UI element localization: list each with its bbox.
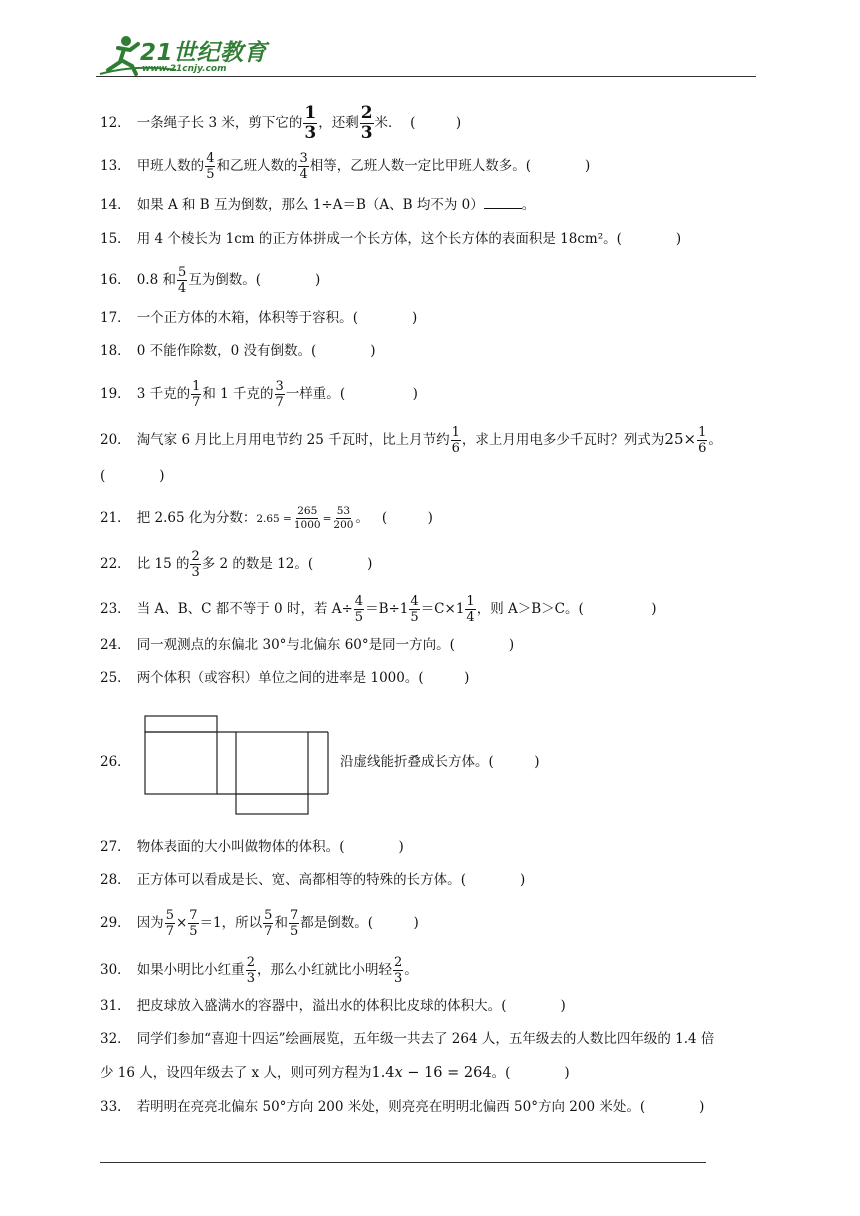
question-text: 一条绳子长 3 米，剪下它的: [136, 115, 303, 131]
question-29: 29． 因为 $\frac{5}{7}$ × $\frac{7}{5}$ ＝1，所以 $\frac{5}{7}$ 和 $\frac{7}{5}$ 都是倒数。( ): [100, 908, 419, 939]
fraction: $\frac{1}{3}$: [304, 103, 317, 143]
fraction: $\frac{4}{5}$: [410, 594, 419, 625]
question-30: 30． 如果小明比小红重 $\frac{2}{3}$ ，那么小红就比小明轻 $\frac{2}{3}$ 。: [100, 955, 418, 986]
question-17: 17． 一个正方体的木箱，体积等于容积。( ): [100, 310, 418, 326]
answer-parens[interactable]: ( ): [578, 601, 657, 617]
question-27: 27． 物体表面的大小叫做物体的体积。( ): [100, 839, 404, 855]
answer-parens[interactable]: ( ): [616, 231, 682, 247]
question-24: 24． 同一观测点的东偏北 30°与北偏东 60°是同一方向。( ): [100, 637, 515, 653]
fraction: $\frac{1}{4}$: [466, 594, 475, 625]
answer-parens[interactable]: ( ): [501, 998, 566, 1014]
question-16: 16． 0.8 和 $\frac{5}{4}$ 互为倒数。( ): [100, 265, 321, 296]
cuboid-net-figure: [138, 710, 334, 816]
logo-title: 21世纪教育: [140, 40, 268, 66]
question-14: 14． 如果 A 和 B 互为倒数，那么 1÷A＝B（A、B 均不为 0） 。: [100, 197, 536, 213]
answer-parens[interactable]: ( ): [488, 754, 540, 770]
question-20: 20． 淘气家 6 月比上月用电节约 25 千瓦时，比上月节约 $\frac{1}{6}$ ，求上月用电多少千瓦时？列式为25× $\frac{1}{6}$ 。: [100, 425, 722, 456]
fraction: $\frac{2}{3}$: [393, 955, 403, 986]
fraction: $\frac{4}{5}$: [354, 594, 364, 625]
fraction: $\frac{1}{7}$: [192, 379, 201, 410]
fraction: $\frac{2}{3}$: [360, 103, 373, 143]
question-26: 沿虚线能折叠成长方体。( ): [340, 754, 540, 770]
answer-parens[interactable]: ( ): [410, 115, 462, 131]
question-21: 21． 把 2.65 化为分数：2.65 = $\frac{265}{1000}$ = $\frac{53}{200}$ 。 ( ): [100, 505, 433, 531]
answer-parens[interactable]: ( ): [418, 670, 470, 686]
fraction: $\frac{2}{3}$: [246, 955, 255, 986]
question-15: 15． 用 4 个棱长为 1cm 的正方体拼成一个长方体，这个长方体的表面积是 18cm²。( ): [100, 231, 682, 247]
answer-parens[interactable]: ( ): [525, 158, 591, 174]
fraction: $\frac{265}{1000}$: [293, 505, 321, 531]
header-rule: [96, 76, 756, 77]
question-32: 32． 同学们参加“喜迎十四运”绘画展览，五年级一共去了 264 人，五年级去的人数比四年级的 1.4 倍: [100, 1031, 715, 1047]
question-23: 23． 当 A、B、C 都不等于 0 时，若 A÷ $\frac{4}{5}$ ＝B÷1 $\frac{4}{5}$ ＝C×1 $\frac{1}{4}$ ，则 A＞B＞C。( ): [100, 594, 657, 625]
answer-parens[interactable]: ( ): [100, 468, 165, 484]
fraction: $\frac{3}{7}$: [275, 379, 284, 410]
question-28: 28． 正方体可以看成是长、宽、高都相等的特殊的长方体。( ): [100, 872, 526, 888]
fraction: $\frac{5}{4}$: [177, 265, 187, 296]
answer-parens[interactable]: ( ): [367, 915, 419, 931]
question-18: 18． 0 不能作除数，0 没有倒数。( ): [100, 343, 376, 359]
question-20-answer: [100, 467, 165, 485]
question-number: 12．: [100, 115, 131, 131]
answer-parens[interactable]: ( ): [639, 1099, 705, 1115]
footer-rule: [100, 1162, 706, 1163]
answer-parens[interactable]: ( ): [339, 386, 418, 402]
answer-parens[interactable]: ( ): [352, 310, 418, 326]
question-22: 22． 比 15 的 $\frac{2}{3}$ 多 2 的数是 12。( ): [100, 549, 373, 580]
answer-parens[interactable]: ( ): [381, 510, 433, 526]
fraction: $\frac{4}{5}$: [206, 151, 215, 182]
fraction: $\frac{7}{5}$: [189, 908, 198, 939]
answer-parens[interactable]: ( ): [255, 272, 321, 288]
fraction: $\frac{5}{7}$: [264, 908, 273, 939]
question-32-line2: 少 16 人，设四年级去了 x 人，则可列方程为1.4x − 16 = 264。( ): [100, 1065, 570, 1081]
fraction: $\frac{5}{7}$: [165, 908, 174, 939]
answer-blank[interactable]: [484, 196, 522, 209]
fraction: $\frac{7}{5}$: [289, 908, 299, 939]
question-12: 12． 一条绳子长 3 米，剪下它的 $\frac{1}{3}$ ，还剩 $\frac{2}{3}$ 米． ( ): [100, 103, 462, 143]
fraction: $\frac{53}{200}$: [333, 505, 354, 531]
question-26-number: 26．: [100, 754, 131, 770]
question-19: 19． 3 千克的 $\frac{1}{7}$ 和 1 千克的 $\frac{3}{7}$ 一样重。( ): [100, 379, 418, 410]
fraction: $\frac{3}{4}$: [299, 151, 308, 182]
equation: 1.4x − 16 = 264: [371, 1065, 492, 1081]
fraction: $\frac{2}{3}$: [191, 549, 200, 580]
fraction: $\frac{1}{6}$: [698, 425, 707, 456]
question-25: 25． 两个体积（或容积）单位之间的进率是 1000。( ): [100, 670, 470, 686]
logo-url: www.21cnjy.com: [142, 64, 227, 74]
question-33: 33． 若明明在亮亮北偏东 50°方向 200 米处，则亮亮在明明北偏西 50°方向 200 米处。( ): [100, 1099, 705, 1115]
fraction: $\frac{1}{6}$: [451, 425, 460, 456]
answer-parens[interactable]: ( ): [310, 343, 376, 359]
question-13: 13． 甲班人数的 $\frac{4}{5}$ 和乙班人数的 $\frac{3}{4}$ 相等，乙班人数一定比甲班人数多。( ): [100, 151, 591, 182]
answer-parens[interactable]: ( ): [339, 839, 404, 855]
question-31: 31． 把皮球放入盛满水的容器中，溢出水的体积比皮球的体积大。( ): [100, 998, 566, 1014]
answer-parens[interactable]: ( ): [505, 1065, 570, 1081]
answer-parens[interactable]: ( ): [307, 556, 373, 572]
answer-parens[interactable]: ( ): [460, 872, 526, 888]
answer-parens[interactable]: ( ): [449, 637, 515, 653]
